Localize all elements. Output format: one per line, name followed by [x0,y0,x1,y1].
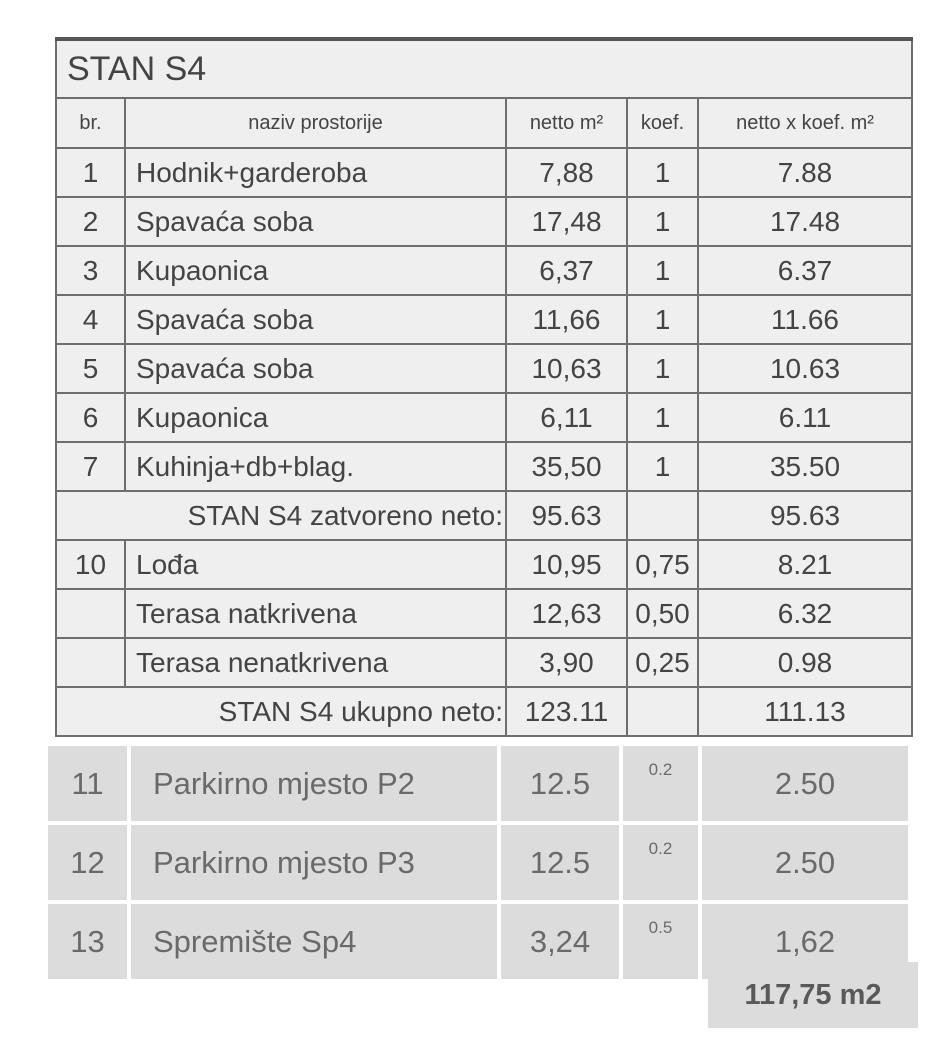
header-nr: br. [56,98,125,148]
row-net-coef: 6.37 [698,246,912,295]
row-nr: 7 [56,442,125,491]
row-net: 6,37 [506,246,627,295]
row-name: Kupaonica [125,393,506,442]
row-coef: 1 [627,197,698,246]
row-net-coef: 7.88 [698,148,912,197]
header-name: naziv prostorije [125,98,506,148]
header-coef: koef. [627,98,698,148]
row-net-coef: 17.48 [698,197,912,246]
row-net-coef: 6.32 [698,589,912,638]
table-row [48,746,908,821]
table-row [56,148,912,197]
table-row [56,295,912,344]
row-name: Kupaonica [125,246,506,295]
table-row [56,246,912,295]
row-coef: 0.2 [623,825,698,900]
row-net-coef: 8.21 [698,540,912,589]
row-net: 10,95 [506,540,627,589]
row-nr [56,638,125,687]
row-name: Parkirno mjesto P2 [131,746,497,821]
row-coef: 1 [627,295,698,344]
table-row [56,540,912,589]
row-net: 17,48 [506,197,627,246]
row-net: 10,63 [506,344,627,393]
row-net: 12,63 [506,589,627,638]
row-net: 6,11 [506,393,627,442]
row-nr: 4 [56,295,125,344]
subtotal-closed-label: STAN S4 zatvoreno neto: [56,491,506,540]
title-row [56,39,912,98]
subtotal-closed-row [56,491,912,540]
row-net-coef: 2.50 [702,746,908,821]
row-net: 3,90 [506,638,627,687]
row-name: Lođa [125,540,506,589]
row-name: Terasa nenatkrivena [125,638,506,687]
grand-total: 117,75 m2 [708,962,918,1028]
table-title: STAN S4 [56,39,912,98]
row-nr: 13 [48,904,127,979]
table-row [56,589,912,638]
row-net-coef: 6.11 [698,393,912,442]
subtotal-total-coef [627,687,698,736]
row-coef: 1 [627,148,698,197]
subtotal-total-net-coef: 111.13 [698,687,912,736]
table-row [56,197,912,246]
table-row [56,393,912,442]
extras-table [44,742,912,983]
header-net: netto m² [506,98,627,148]
row-name: Kuhinja+db+blag. [125,442,506,491]
row-nr: 5 [56,344,125,393]
row-name: Hodnik+garderoba [125,148,506,197]
row-net: 11,66 [506,295,627,344]
row-coef: 1 [627,442,698,491]
subtotal-total-net: 123.11 [506,687,627,736]
subtotal-closed-net-coef: 95.63 [698,491,912,540]
row-net: 35,50 [506,442,627,491]
row-coef: 0,50 [627,589,698,638]
row-net-coef: 11.66 [698,295,912,344]
subtotal-closed-coef [627,491,698,540]
subtotal-total-label: STAN S4 ukupno neto: [56,687,506,736]
row-name: Terasa natkrivena [125,589,506,638]
row-coef: 1 [627,344,698,393]
row-net: 3,24 [501,904,619,979]
row-net-coef: 1,62 [702,904,908,979]
row-nr: 6 [56,393,125,442]
row-name: Spavaća soba [125,197,506,246]
table-row [56,442,912,491]
row-coef: 0.5 [623,904,698,979]
row-coef: 1 [627,393,698,442]
row-net-coef: 35.50 [698,442,912,491]
row-name: Spavaća soba [125,344,506,393]
header-net-coef: netto x koef. m² [698,98,912,148]
subtotal-total-row [56,687,912,736]
row-net-coef: 10.63 [698,344,912,393]
row-coef: 0,75 [627,540,698,589]
row-nr [56,589,125,638]
table-row [48,825,908,900]
row-net: 7,88 [506,148,627,197]
row-nr: 12 [48,825,127,900]
row-net: 12.5 [501,825,619,900]
row-name: Spavaća soba [125,295,506,344]
subtotal-closed-net: 95.63 [506,491,627,540]
row-nr: 11 [48,746,127,821]
row-nr: 3 [56,246,125,295]
row-nr: 1 [56,148,125,197]
row-coef: 0.2 [623,746,698,821]
row-nr: 2 [56,197,125,246]
row-coef: 0,25 [627,638,698,687]
apartment-area-table [55,37,913,737]
header-row [56,98,912,148]
row-name: Spremište Sp4 [131,904,497,979]
row-net: 12.5 [501,746,619,821]
row-name: Parkirno mjesto P3 [131,825,497,900]
table-row [56,638,912,687]
table-row [56,344,912,393]
row-net-coef: 0.98 [698,638,912,687]
row-nr: 10 [56,540,125,589]
row-coef: 1 [627,246,698,295]
row-net-coef: 2.50 [702,825,908,900]
